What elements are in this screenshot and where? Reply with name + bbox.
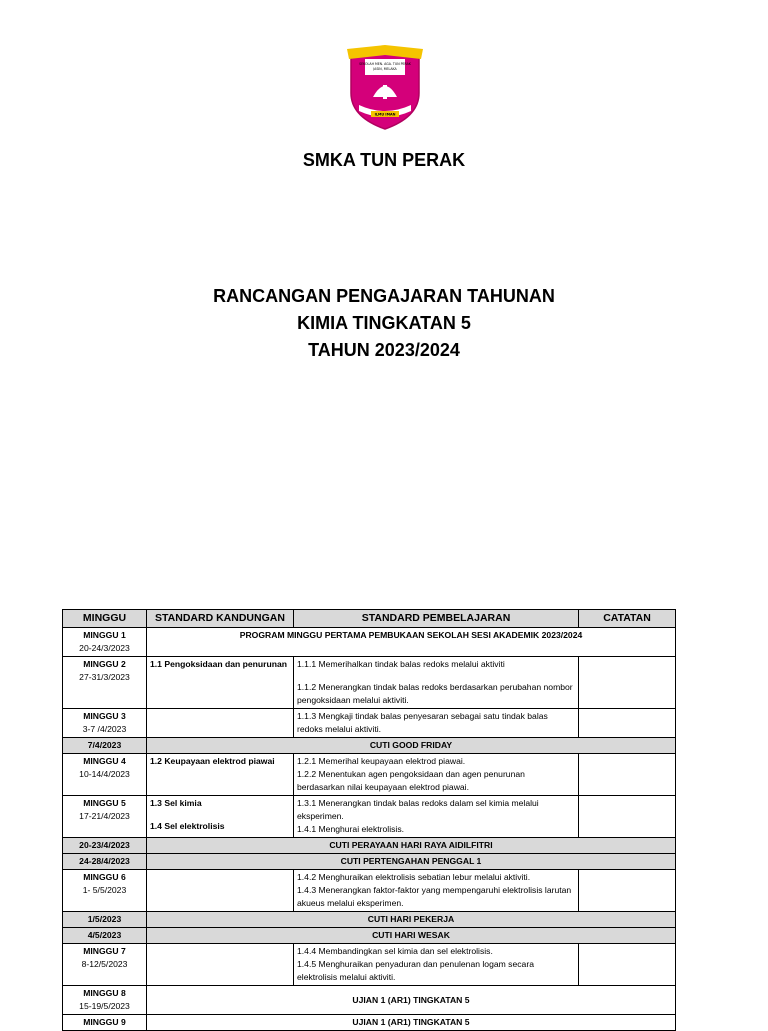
sp-item: 1.4.4 Membandingkan sel kimia dan sel elektrolisis. (297, 946, 493, 956)
holiday-row (63, 912, 676, 928)
standard-kandungan-cell (147, 796, 294, 838)
week-label: MINGGU 5 (83, 798, 126, 808)
date-cell: 1/5/2023 (63, 912, 147, 928)
standard-pembelajaran-cell (294, 944, 579, 986)
week-cell (63, 986, 147, 1015)
table-row (63, 709, 676, 738)
sp-item: 1.2.1 Memerihal keupayaan elektrod piawai. (297, 756, 466, 766)
week-date: 17-21/4/2023 (79, 811, 130, 821)
sp-item: 1.3.1 Menerangkan tindak balas redoks dalam sel kimia melalui eksperimen. (297, 798, 539, 821)
table-row (63, 796, 676, 838)
sk-item: 1.3 Sel kimia (150, 798, 202, 808)
standard-kandungan-cell: 1.2 Keupayaan elektrod piawai (147, 754, 294, 796)
standard-kandungan-cell: 1.1 Pengoksidaan dan penurunan (147, 657, 294, 709)
header-standard-kandungan: STANDARD KANDUNGAN (147, 610, 294, 628)
title-line-2: KIMIA TINGKATAN 5 (297, 313, 471, 333)
week-date: 10-14/4/2023 (79, 769, 130, 779)
week-label: MINGGU 2 (83, 659, 126, 669)
week-cell (63, 754, 147, 796)
table-row (63, 1015, 676, 1031)
table-row (63, 986, 676, 1015)
header-minggu: MINGGU (63, 610, 147, 628)
header-standard-pembelajaran: STANDARD PEMBELAJARAN (294, 610, 579, 628)
table-row (63, 657, 676, 709)
week-date: 27-31/3/2023 (79, 672, 130, 682)
week-label: MINGGU 6 (83, 872, 126, 882)
week-date: 1- 5/5/2023 (82, 885, 127, 895)
holiday-row (63, 854, 676, 870)
standard-pembelajaran-cell (294, 870, 579, 912)
header-catatan: CATATAN (579, 610, 676, 628)
event-cell: UJIAN 1 (AR1) TINGKATAN 5 (147, 986, 676, 1015)
week-cell (63, 870, 147, 912)
table-row (63, 944, 676, 986)
logo-text-mid: JASIN, MELAKA (373, 67, 397, 71)
sp-item: 1.4.5 Menghuraikan penyaduran dan penulenan logam secara elektrolisis melalui aktiviti. (297, 959, 534, 982)
week-date: 15-19/5/2023 (79, 1001, 130, 1011)
week-cell (63, 1015, 147, 1031)
holiday-row (63, 838, 676, 854)
event-cell: CUTI HARI PEKERJA (147, 912, 676, 928)
sp-item: 1.1.2 Menerangkan tindak balas redoks berdasarkan perubahan nombor pengoksidaan melalui aktiviti. (297, 682, 573, 705)
week-label: MINGGU 4 (83, 756, 126, 766)
week-label: MINGGU 7 (83, 946, 126, 956)
sp-item: 1.4.1 Menghurai elektrolisis. (297, 824, 404, 834)
logo-text-top: SEKOLAH MEN. AGA. TUN PERAK (359, 62, 411, 66)
standard-kandungan-cell (147, 944, 294, 986)
table-row (63, 754, 676, 796)
week-cell (63, 628, 147, 657)
document-titles (0, 283, 768, 364)
school-logo (345, 45, 425, 133)
week-label: MINGGU 8 (83, 988, 126, 998)
week-label: MINGGU 1 (83, 630, 126, 640)
sp-item: 1.1.1 Memerihalkan tindak balas redoks melalui aktiviti (297, 659, 505, 669)
catatan-cell (579, 796, 676, 838)
week-date: 8-12/5/2023 (81, 959, 128, 969)
table-row (63, 870, 676, 912)
standard-kandungan-cell (147, 870, 294, 912)
sp-item: 1.4.3 Menerangkan faktor-faktor yang mempengaruhi elektrolisis larutan akueus melalui eksperimen. (297, 885, 572, 908)
event-cell: PROGRAM MINGGU PERTAMA PEMBUKAAN SEKOLAH SESI AKADEMIK 2023/2024 (147, 628, 676, 657)
logo-banner-text: ILMU IMAN (374, 112, 396, 117)
table-header-row (63, 610, 676, 628)
week-label: MINGGU 3 (83, 711, 126, 721)
catatan-cell (579, 944, 676, 986)
week-date: 20-24/3/2023 (79, 643, 130, 653)
catatan-cell (579, 657, 676, 709)
sp-item: 1.2.2 Menentukan agen pengoksidaan dan agen penurunan berdasarkan nilai keupayaan elektrod piawai. (297, 769, 525, 792)
title-line-1: RANCANGAN PENGAJARAN TAHUNAN (213, 286, 555, 306)
catatan-cell (579, 709, 676, 738)
week-cell (63, 709, 147, 738)
standard-pembelajaran-cell (294, 796, 579, 838)
catatan-cell (579, 754, 676, 796)
holiday-row (63, 928, 676, 944)
standard-pembelajaran-cell (294, 657, 579, 709)
week-cell (63, 944, 147, 986)
standard-pembelajaran-cell (294, 754, 579, 796)
sk-item: 1.4 Sel elektrolisis (150, 821, 225, 831)
event-cell: CUTI PERTENGAHAN PENGGAL 1 (147, 854, 676, 870)
title-line-3: TAHUN 2023/2024 (308, 340, 460, 360)
date-cell: 4/5/2023 (63, 928, 147, 944)
table-row (63, 628, 676, 657)
standard-pembelajaran-cell: 1.1.3 Mengkaji tindak balas penyesaran sebagai satu tindak balas redoks melalui aktiviti. (294, 709, 579, 738)
school-name: SMKA TUN PERAK (302, 150, 466, 170)
event-cell: CUTI HARI WESAK (147, 928, 676, 944)
date-cell: 24-28/4/2023 (63, 854, 147, 870)
date-cell: 20-23/4/2023 (63, 838, 147, 854)
catatan-cell (579, 870, 676, 912)
date-cell: 7/4/2023 (63, 738, 147, 754)
week-cell (63, 657, 147, 709)
holiday-row (63, 738, 676, 754)
event-cell: UJIAN 1 (AR1) TINGKATAN 5 (147, 1015, 676, 1031)
sp-item: 1.4.2 Menghuraikan elektrolisis sebatian lebur melalui aktiviti. (297, 872, 531, 882)
week-label: MINGGU 9 (83, 1017, 126, 1027)
event-cell: CUTI PERAYAAN HARI RAYA AIDILFITRI (147, 838, 676, 854)
event-cell: CUTI GOOD FRIDAY (147, 738, 676, 754)
lesson-plan-table (62, 609, 676, 1031)
week-date: 3-7 /4/2023 (82, 724, 127, 734)
standard-kandungan-cell (147, 709, 294, 738)
week-cell (63, 796, 147, 838)
